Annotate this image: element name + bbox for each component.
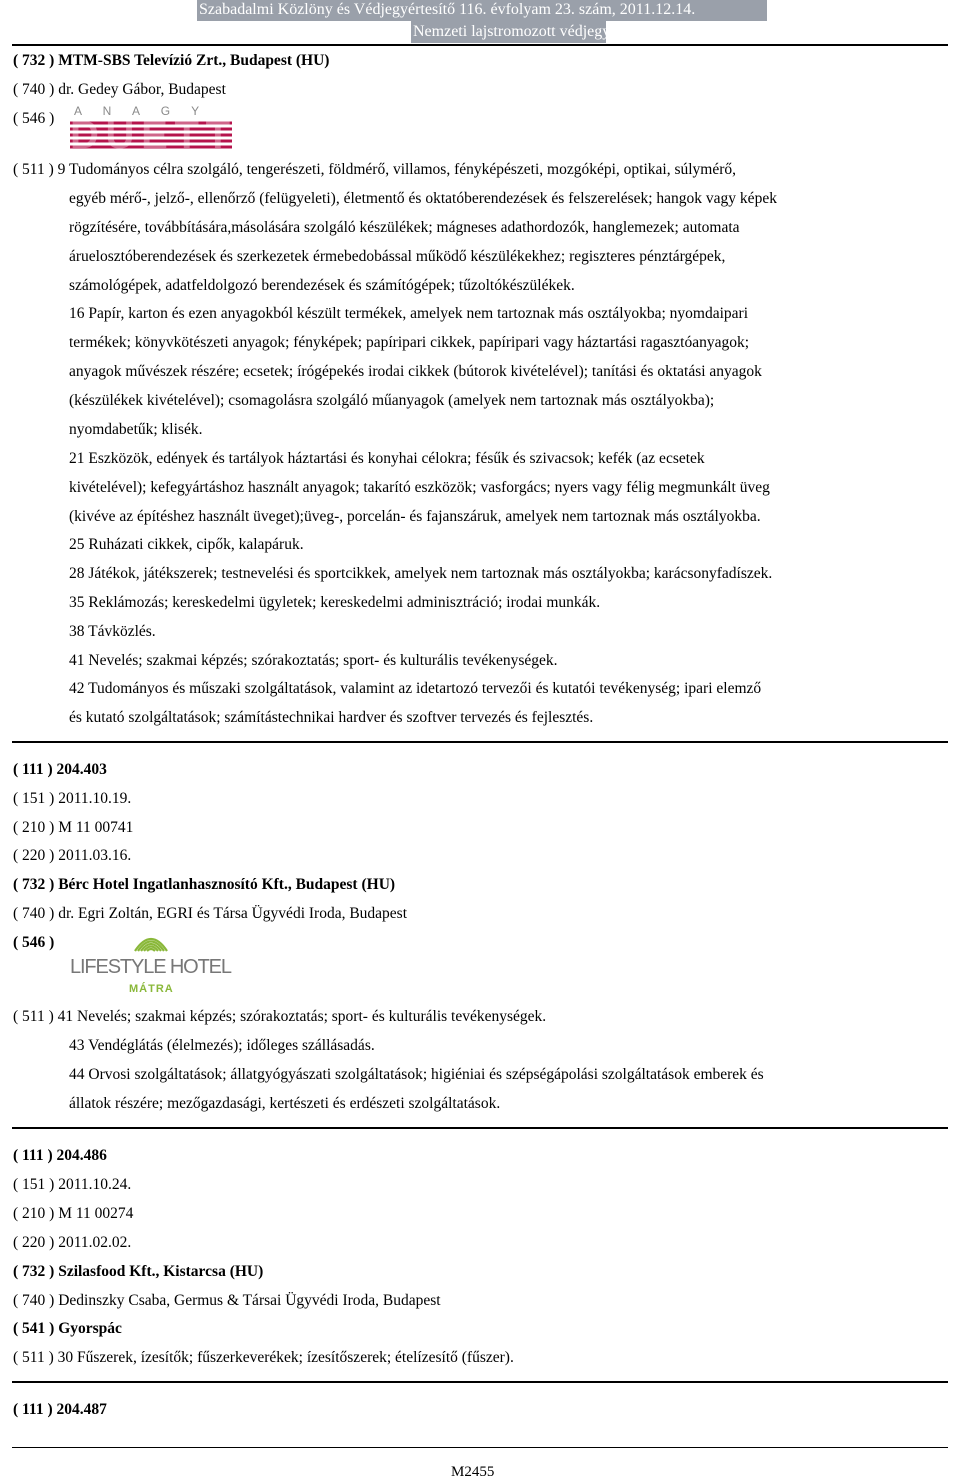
duett-logo: [70, 103, 232, 149]
rec2-representative: ( 740 ) dr. Egri Zoltán, EGRI és Társa Ügyvédi Iroda, Budapest: [13, 905, 408, 922]
record-separator: [12, 1381, 948, 1383]
rec1-class-line: kivételével); kefegyártáshoz használt anyagok; takarító eszközök; vasforgács; nyers vagy félig megmunkált üveg: [69, 479, 770, 496]
rec1-class-line: ( 511 ) 9 Tudományos célra szolgáló, tengerészeti, földmérő, villamos, fényképészeti, mozgóképi, optikai, súlymérő,: [13, 161, 737, 178]
rec1-class-line: áruelosztóberendezések és szerkezetek érmebedobással működő készülékekhez; regiszteres pénztárgépek,: [69, 248, 726, 265]
rec1-class-line: 42 Tudományos és műszaki szolgáltatások, valamint az idetartozó tervezői és kutatói tevékenység; ipari elemző: [69, 680, 762, 697]
rec3-representative: ( 740 ) Dedinszky Csaba, Germus & Társai Ügyvédi Iroda, Budapest: [13, 1292, 441, 1309]
rec1-class-line: 38 Távközlés.: [69, 623, 156, 640]
record-separator: [12, 741, 948, 743]
lifestyle-hotel-logo-sub: MÁTRA: [129, 983, 174, 995]
rec1-class-line: 21 Eszközök, edények és tartályok háztartási és konyhai célokra; fésűk és szivacsok; kefék (az ecsetek: [69, 450, 705, 467]
rec3-word-mark: ( 541 ) Gyorspác: [13, 1320, 122, 1337]
rec1-class-line: anyagok művészek részére; ecsetek; írógépekés irodai cikkek (bútorok kivételével); tanítási és oktatási anyagok: [69, 363, 762, 380]
rec1-class-line: nyomdabetűk; klisék.: [69, 421, 203, 438]
rec1-class-line: termékek; könyvkötészeti anyagok; fényképek; papíripari cikkek, papíripari vagy háztartási ragasztóanyagok;: [69, 334, 750, 351]
rec1-holder: ( 732 ) MTM-SBS Televízió Zrt., Budapest (HU): [13, 52, 330, 69]
rec2-mark-label: ( 546 ): [13, 934, 55, 951]
rec3-app-number: ( 210 ) M 11 00274: [13, 1205, 134, 1222]
rec2-class-line: 44 Orvosi szolgáltatások; állatgyógyászati szolgáltatások; higiéniai és szépségápolási szolgáltatások emberek és: [69, 1066, 764, 1083]
rec3-holder: ( 732 ) Szilasfood Kft., Kistarcsa (HU): [13, 1263, 264, 1280]
rec3-reg-number: ( 111 ) 204.486: [13, 1147, 107, 1164]
rec1-class-line: (kivéve az építéshez használt üveget);üveg-, porcelán- és fajanszáruk, amelyek nem tartoznak más osztályokba.: [69, 508, 761, 525]
rec3-class-line: ( 511 ) 30 Fűszerek, ízesítők; fűszerkeverékek; ízesítőszerek; ételízesítő (fűszer).: [13, 1349, 514, 1366]
rec1-representative: ( 740 ) dr. Gedey Gábor, Budapest: [13, 81, 226, 98]
header-rule: [12, 44, 948, 46]
rec2-class-line: állatok részére; mezőgazdasági, kertészeti és erdészeti szolgáltatások.: [69, 1095, 501, 1112]
rec1-class-line: (készülékek kivételével); csomagolásra szolgáló műanyagok (amelyek nem tartoznak más osztályokba);: [69, 392, 715, 409]
lifestyle-hotel-logo: [68, 925, 234, 995]
rec1-class-line: 41 Nevelés; szakmai képzés; szórakoztatás; sport- és kulturális tevékenységek.: [69, 652, 558, 669]
header-section-title: Nemzeti lajstromozott védjegyek: [413, 23, 626, 40]
rec3-app-date: ( 220 ) 2011.02.02.: [13, 1234, 132, 1251]
rec1-class-line: 16 Papír, karton és ezen anyagokból készült termékek, amelyek nem tartoznak más osztályokba; nyomdaipari: [69, 305, 749, 322]
header-journal-title: Szabadalmi Közlöny és Védjegyértesítő 116. évfolyam 23. szám, 2011.12.14.: [199, 1, 696, 18]
rec1-class-line: rögzítésére, továbbítására,másolására szolgáló készülékek; mágneses adathordozók, hanglemezek; automata: [69, 219, 740, 236]
rec2-reg-date: ( 151 ) 2011.10.19.: [13, 790, 132, 807]
rec2-class-line: ( 511 ) 41 Nevelés; szakmai képzés; szórakoztatás; sport- és kulturális tevékenységek.: [13, 1008, 547, 1025]
page-number: M2455: [451, 1464, 495, 1480]
rec2-app-date: ( 220 ) 2011.03.16.: [13, 847, 132, 864]
rec1-class-line: és kutató szolgáltatások; számítástechnikai hardver és szoftver tervezés és fejlesztés.: [69, 709, 594, 726]
rec1-mark-label: ( 546 ): [13, 110, 55, 127]
rec1-class-line: 28 Játékok, játékszerek; testnevelési és sportcikkek, amelyek nem tartoznak más osztályokba; karácsonyfadíszek.: [69, 565, 773, 582]
rec1-class-line: 35 Reklámozás; kereskedelmi ügyletek; kereskedelmi adminisztráció; irodai munkák.: [69, 594, 601, 611]
footer-rule: [12, 1447, 948, 1448]
duett-logo-small-text: A N A G Y: [74, 104, 209, 118]
rec2-reg-number: ( 111 ) 204.403: [13, 761, 107, 778]
rec1-class-line: számológépek, adatfeldolgozó berendezések és számítógépek; tűzoltókészülékek.: [69, 277, 575, 294]
lifestyle-hotel-logo-text: LIFESTYLE HOTEL: [70, 956, 232, 978]
rec1-class-line: egyéb mérő-, jelző-, ellenőrző (felügyeleti), életmentő és oktatóberendezések és felszerelések; hangok vagy képek: [69, 190, 777, 207]
rec2-class-line: 43 Vendéglátás (élelmezés); időleges szállásadás.: [69, 1037, 375, 1054]
rec2-holder: ( 732 ) Bérc Hotel Ingatlanhasznosító Kft., Budapest (HU): [13, 876, 396, 893]
rec2-app-number: ( 210 ) M 11 00741: [13, 819, 134, 836]
record-separator: [12, 1127, 948, 1129]
rec4-reg-number: ( 111 ) 204.487: [13, 1401, 107, 1418]
rec3-reg-date: ( 151 ) 2011.10.24.: [13, 1176, 132, 1193]
rec1-class-line: 25 Ruházati cikkek, cipők, kalapáruk.: [69, 536, 304, 553]
duett-logo-big-text: DUETT: [70, 113, 230, 149]
